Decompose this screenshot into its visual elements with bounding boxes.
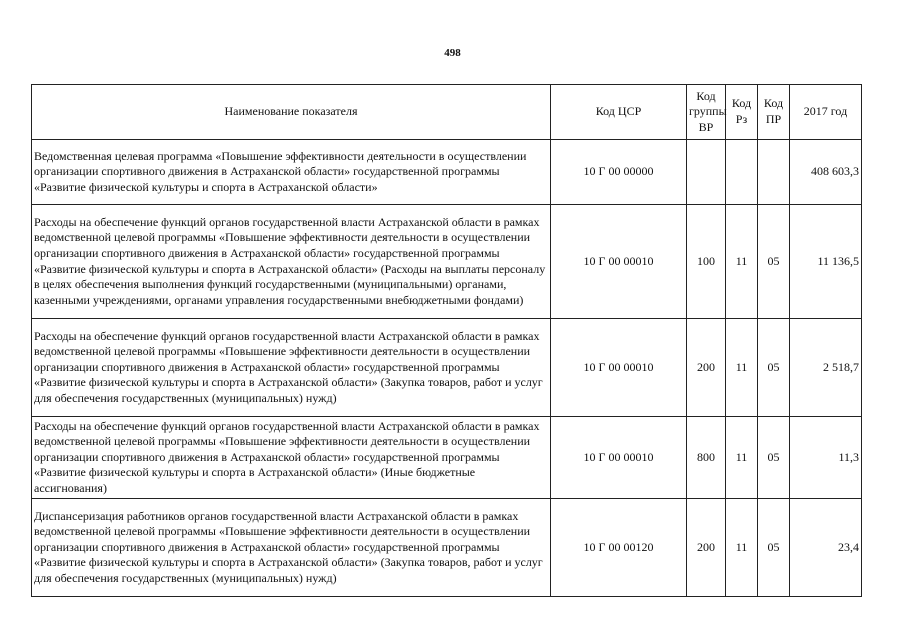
row-csr: 10 Г 00 00000 — [551, 140, 687, 205]
row-name: Расходы на обеспечение функций органов государственной власти Астраханской области в рамках ведомственной целевой программы «Повышение эффективности деятельности в осуществлении организации спортивного движения в Астраханской области» государственной программы «Развитие физической культуры и спорта в Астраханской области» (Иные бюджетные ассигнования) — [32, 417, 551, 499]
row-name: Диспансеризация работников органов государственной власти Астраханской области в рамках ведомственной целевой программы «Повышение эффективности деятельности в осуществлении организации спортивного движения в Астраханской области» государственной программы «Развитие физической культуры и спорта в Астраханской области» (Закупка товаров, работ и услуг для обеспечения государственных (муниципальных) нужд) — [32, 499, 551, 597]
row-amount: 23,4 — [790, 499, 862, 597]
row-name: Ведомственная целевая программа «Повышение эффективности деятельности в осуществлении организации спортивного движения в Астраханской области» государственной программы «Развитие физической культуры и спорта в Астраханской области» — [32, 140, 551, 205]
row-rz: 11 — [726, 499, 758, 597]
row-amount: 2 518,7 — [790, 319, 862, 417]
row-vr: 800 — [687, 417, 726, 499]
row-vr — [687, 140, 726, 205]
table-row — [32, 205, 862, 319]
table-header-row — [32, 85, 862, 140]
table-row — [32, 140, 862, 205]
row-csr: 10 Г 00 00120 — [551, 499, 687, 597]
row-rz: 11 — [726, 417, 758, 499]
row-pr: 05 — [758, 205, 790, 319]
row-rz: 11 — [726, 205, 758, 319]
row-csr: 10 Г 00 00010 — [551, 319, 687, 417]
row-amount: 11,3 — [790, 417, 862, 499]
row-pr: 05 — [758, 319, 790, 417]
header-year: 2017 год — [790, 85, 862, 140]
row-name: Расходы на обеспечение функций органов государственной власти Астраханской области в рамках ведомственной целевой программы «Повышение эффективности деятельности в осуществлении организации спортивного движения в Астраханской области» государственной программы «Развитие физической культуры и спорта в Астраханской области» (Расходы на выплаты персоналу в целях обеспечения выполнения функций государственными (муниципальными) органами, казенными учреждениями, органами управления государственными внебюджетными фондами) — [32, 205, 551, 319]
header-csr: Код ЦСР — [551, 85, 687, 140]
row-vr: 100 — [687, 205, 726, 319]
row-rz: 11 — [726, 319, 758, 417]
header-name: Наименование показателя — [32, 85, 551, 140]
table-row — [32, 319, 862, 417]
header-rz: Код Рз — [726, 85, 758, 140]
row-amount: 11 136,5 — [790, 205, 862, 319]
header-vr: Код группы ВР — [687, 85, 726, 140]
budget-table — [31, 84, 862, 597]
row-amount: 408 603,3 — [790, 140, 862, 205]
row-vr: 200 — [687, 499, 726, 597]
page-number: 498 — [444, 47, 461, 59]
table-row — [32, 499, 862, 597]
row-vr: 200 — [687, 319, 726, 417]
row-csr: 10 Г 00 00010 — [551, 417, 687, 499]
row-pr — [758, 140, 790, 205]
row-pr: 05 — [758, 417, 790, 499]
header-pr: Код ПР — [758, 85, 790, 140]
row-csr: 10 Г 00 00010 — [551, 205, 687, 319]
row-name: Расходы на обеспечение функций органов государственной власти Астраханской области в рамках ведомственной целевой программы «Повышение эффективности деятельности в осуществлении организации спортивного движения в Астраханской области» государственной программы «Развитие физической культуры и спорта в Астраханской области» (Закупка товаров, работ и услуг для обеспечения государственных (муниципальных) нужд) — [32, 319, 551, 417]
table-row — [32, 417, 862, 499]
row-pr: 05 — [758, 499, 790, 597]
row-rz — [726, 140, 758, 205]
